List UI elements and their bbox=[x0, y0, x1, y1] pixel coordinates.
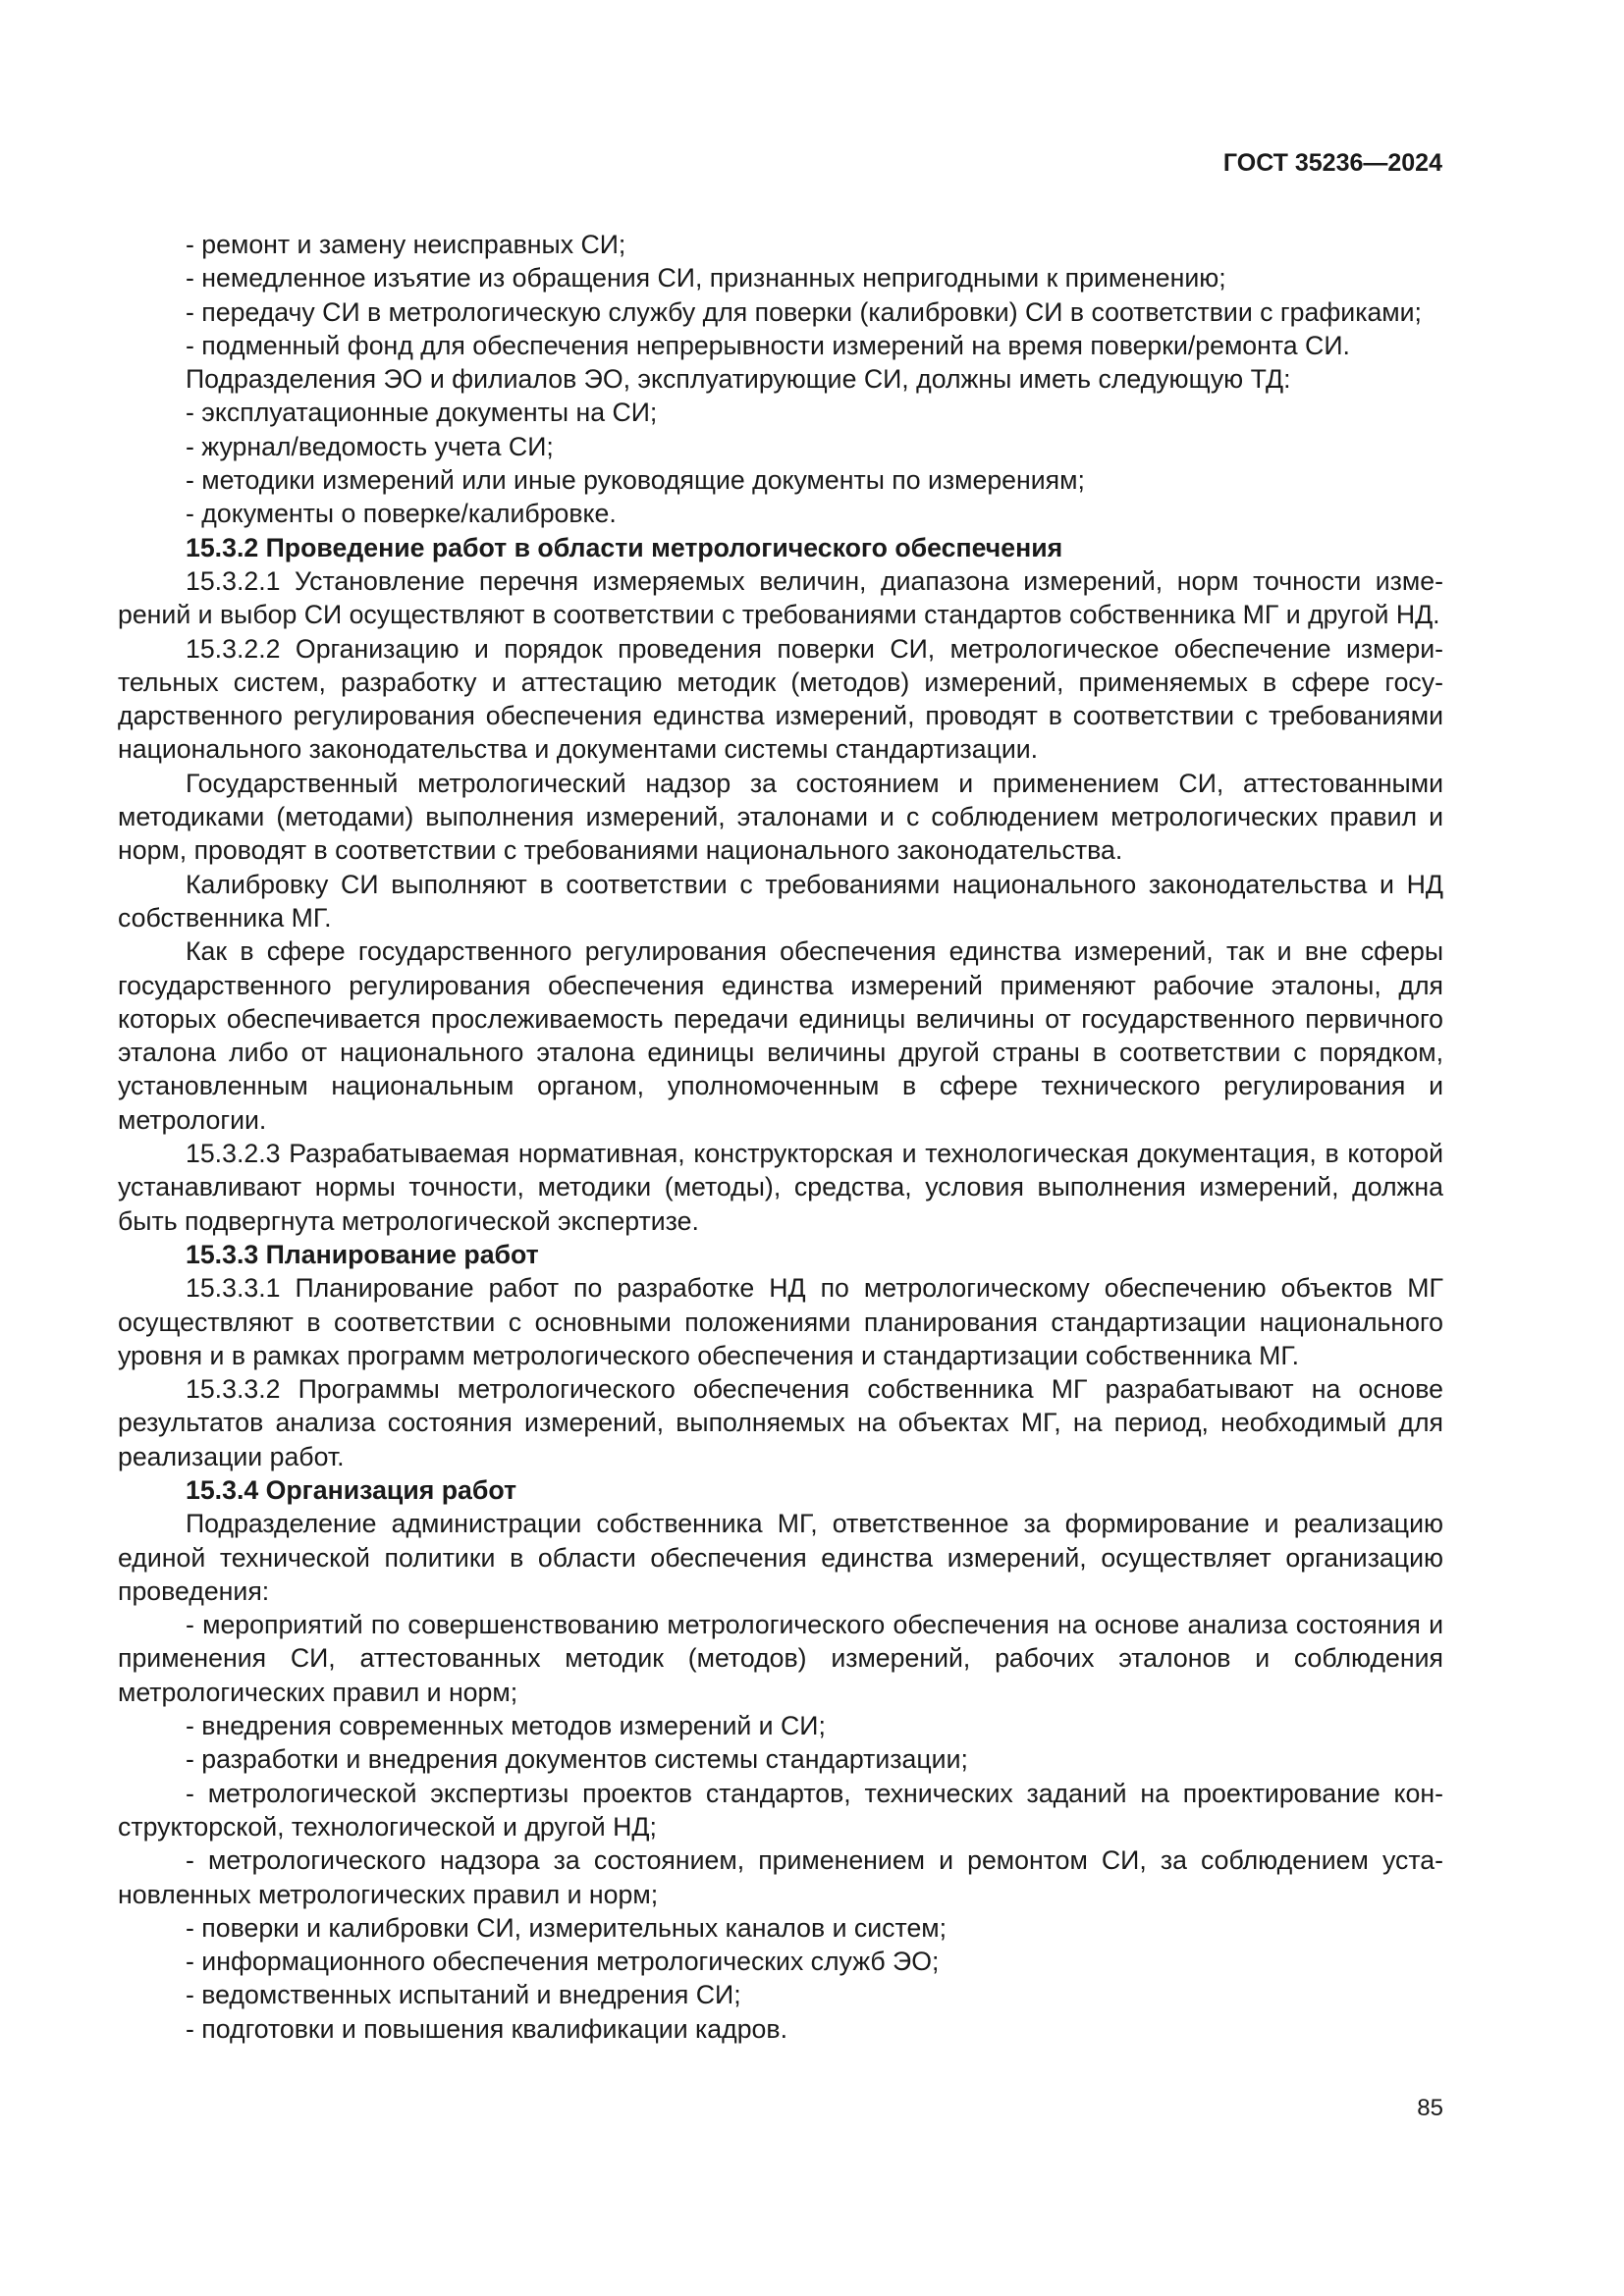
paragraph: Подразделение администрации собственника МГ, ответственное за формирование и реализацию единой технической политики в области обеспечения единства измерений, осуществляет организацию проведения: bbox=[118, 1509, 1443, 1606]
list-item: - журнал/ведомость учета СИ; bbox=[186, 431, 554, 461]
section-heading: 15.3.4 Организация работ bbox=[186, 1474, 517, 1505]
list-item: - методики измерений или иные руководящие документы по измерениям; bbox=[186, 465, 1085, 496]
paragraph: 15.3.3.2 Программы метрологического обеспечения собственника МГ разрабатывают на основе результатов анализа состояния измерений, выполняемых на объектах МГ, на период, необходимый для реализации работ. bbox=[118, 1374, 1443, 1471]
list-item: - внедрения современных методов измерений и СИ; bbox=[186, 1711, 826, 1741]
list-item: - немедленное изъятие из обращения СИ, признанных непригодными к применению; bbox=[186, 263, 1226, 294]
paragraph: 15.3.3.1 Планирование работ по разработке НД по метрологическому обеспечению объектов МГ осуществляют в соответствии с основными положениями планирования стандартизации национального уровня и в рамках программ метрологического обеспечения и стандартизации собственника МГ. bbox=[118, 1273, 1443, 1370]
list-item: - подготовки и повышения квалификации кадров. bbox=[186, 2013, 787, 2044]
paragraph: Подразделения ЭО и филиалов ЭО, эксплуатирующие СИ, должны иметь следующую ТД: bbox=[186, 364, 1291, 395]
list-item: - мероприятий по совершенствованию метрологического обеспечения на основе анализа состояния и применения СИ, аттестованных методик (методов) измерений, рабочих эталонов и соблюдения метрологических правил и норм; bbox=[118, 1610, 1443, 1707]
paragraph: Как в сфере государственного регулирования обеспечения единства измерений, так и вне сферы государственного регулирования обеспечения единства измерений применяют рабочие эталоны, для которых обеспечивается прослеживаемость передачи единицы величины от государственного первичного эталона либо от национального эталона единицы величины другой страны в соответствии с порядком, установленным национальным органом, уполномоченным в сфере технического регулирования и метрологии. bbox=[118, 936, 1443, 1135]
list-item: - информационного обеспечения метрологических служб ЭО; bbox=[186, 1947, 940, 1977]
list-item: - поверки и калибровки СИ, измерительных каналов и систем; bbox=[186, 1912, 947, 1943]
list-item: - передачу СИ в метрологическую службу для поверки (калибровки) СИ в соответствии с графиками; bbox=[186, 296, 1422, 327]
paragraph: 15.3.2.2 Организацию и порядок проведения поверки СИ, метрологическое обеспечение измерительных систем, разработку и аттестацию методик (методов) измерений, применяемых в сфере государственного регулирования обеспечения единства измерений, проводят в соответствии с требованиями национального законодательства и документами системы стандартизации. bbox=[118, 633, 1443, 765]
list-item: - подменный фонд для обеспечения непрерывности измерений на время поверки/ремонта СИ. bbox=[186, 330, 1350, 360]
paragraph: Государственный метрологический надзор за состоянием и применением СИ, аттестованными методиками (методами) выполнения измерений, эталонами и с соблюдением метрологических правил и норм, проводят в соответствии с требованиями национального законодательства. bbox=[118, 768, 1443, 866]
list-item: - разработки и внедрения документов системы стандартизации; bbox=[186, 1744, 968, 1775]
list-item: - метрологической экспертизы проектов стандартов, технических заданий на проектирование конструкторской, технологической и другой НД; bbox=[118, 1778, 1443, 1842]
document-body bbox=[118, 228, 1443, 2046]
list-item: - ремонт и замену неисправных СИ; bbox=[186, 230, 626, 259]
paragraph: 15.3.2.1 Установление перечня измеряемых величин, диапазона измерений, норм точности измерений и выбор СИ осуществляют в соответствии с требованиями стандартов собственника МГ и другой НД. bbox=[118, 565, 1443, 630]
list-item: - эксплуатационные документы на СИ; bbox=[186, 398, 658, 428]
section-heading: 15.3.2 Проведение работ в области метрологического обеспечения bbox=[186, 532, 1063, 562]
list-item: - документы о поверке/калибровке. bbox=[186, 499, 617, 529]
section-heading: 15.3.3 Планирование работ bbox=[186, 1239, 539, 1269]
list-item: - метрологического надзора за состоянием, применением и ремонтом СИ, за соблюдением установленных метрологических правил и норм; bbox=[118, 1845, 1443, 1909]
paragraph: 15.3.2.3 Разрабатываемая нормативная, конструкторская и технологическая документация, в которой устанавливают нормы точности, методики (методы), средства, условия выполнения измерений, должна быть подвергнута метрологической экспертизе. bbox=[118, 1139, 1443, 1236]
page-number: 85 bbox=[1417, 2095, 1443, 2121]
paragraph: Калибровку СИ выполняют в соответствии с требованиями национального законодательства и НД собственника МГ. bbox=[118, 869, 1443, 933]
document-code-header: ГОСТ 35236—2024 bbox=[1222, 149, 1442, 177]
list-item: - ведомственных испытаний и внедрения СИ; bbox=[186, 1980, 741, 2010]
